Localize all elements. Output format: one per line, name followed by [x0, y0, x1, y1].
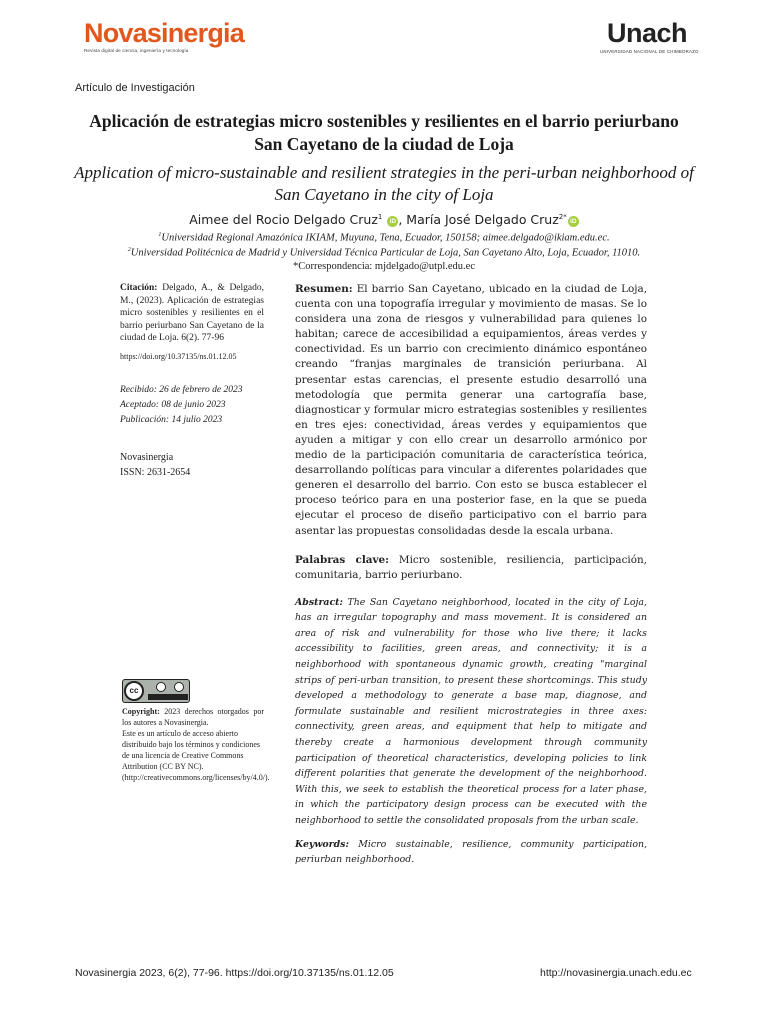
unach-wordmark: Unach	[606, 18, 688, 48]
affiliation-1-text: Universidad Regional Amazónica IKIAM, Muyuna, Tena, Ecuador, 150158; aimee.delgado@ikiam.edu.ec.	[161, 232, 610, 244]
cc-badge-strip	[148, 694, 188, 700]
palabras-clave-text: Micro sostenible, resiliencia, participación, comunitaria, barrio periurbano.	[295, 553, 647, 581]
license-text: Este es un artículo de acceso abierto distribuido bajo los términos y condiciones de una licencia de Creative Commons Attribution (CC BY NC). (http://creativecommons.org/licenses/by/4.0/).	[122, 729, 270, 782]
footer-url-link[interactable]: http://novasinergia.unach.edu.ec	[540, 967, 692, 979]
novasinergia-logo	[84, 20, 264, 56]
abstract-paragraph	[295, 595, 647, 829]
sidebar	[120, 282, 264, 480]
journal-issn: ISSN: 2631-2654	[120, 467, 191, 478]
palabras-clave	[295, 553, 647, 583]
author-2-affil: 2*	[558, 212, 567, 221]
copyright-text: 2023 derechos otorgados por los autores a Novasinergia.	[122, 707, 264, 727]
abstract-label: Abstract:	[295, 596, 343, 608]
affiliation-1-number: 1	[158, 232, 162, 238]
article-type: Artículo de Investigación	[75, 82, 195, 94]
keywords-text: Micro sustainable, resilience, community participation, periurban neighborhood.	[295, 838, 647, 865]
author-1-affil: 1	[377, 212, 383, 221]
orcid-icon[interactable]: iD	[387, 216, 398, 227]
unach-logo	[600, 18, 699, 56]
author-2: María José Delgado Cruz	[406, 212, 559, 227]
accepted-date: Aceptado: 08 de junio 2023	[120, 400, 226, 410]
unach-tagline: UNIVERSIDAD NACIONAL DE CHIMBORAZO	[600, 49, 699, 54]
author-list	[80, 212, 688, 227]
copyright-notice	[122, 706, 264, 728]
footer-citation: Novasinergia 2023, 6(2), 77-96. https://doi.org/10.37135/ns.01.12.05	[75, 967, 394, 979]
nc-icon	[174, 682, 184, 692]
correspondence: *Correspondencia: mjdelgado@utpl.edu.ec	[293, 261, 475, 272]
journal-block	[120, 450, 264, 480]
citation-text: Delgado, A., & Delgado, M., (2023). Aplicación de estrategias micro sostenibles y resilientes en el barrio periurbano San Cayetano de la ciudad de Loja. 6(2). 77-96	[120, 283, 264, 343]
copyright-label: Copyright:	[122, 707, 160, 716]
title-spanish: Aplicación de estrategias micro sostenibles y resilientes en el barrio periurbano San Cayetano de la ciudad de Loja	[89, 111, 679, 154]
dates-block	[120, 383, 264, 428]
affiliation-1	[60, 232, 708, 244]
citation-block	[120, 282, 264, 345]
novasinergia-wordmark: Novasinergia	[84, 18, 244, 48]
citation-doi-link[interactable]: https://doi.org/10.37135/ns.01.12.05	[120, 351, 237, 361]
affiliation-2	[60, 247, 708, 259]
orcid-icon[interactable]: iD	[568, 216, 579, 227]
copyright-block	[122, 706, 270, 783]
citation-label: Citación:	[120, 283, 158, 293]
keywords-label: Keywords:	[295, 838, 349, 850]
abstract-text: The San Cayetano neighborhood, located in the city of Loja, has an irregular topography and mass movement. It is considered an area of risk and vulnerability for those who live there; it lacks accessibility to facilities, green areas, and connectivity; it is a neighborhood with spontaneous dynamic growth, creating "marginal strips of peri-urban transition, to present these shortcomings. This study developed a methodology to generate a base map, diagnose, and formulate sustainable and resilient microstrategies in three axes: connectivity, green areas, and equipment that help to mitigate and thereby create a harmonious development through community participation of theoretical characteristics, developing policies to link different polarities that generate the development of the neighborhood. With this, we seek to establish the theoretical process for a later phase, in which the participatory design process can be executed with the neighborhood to settle the consolidated proposals from the urban scale.	[295, 596, 647, 826]
resumen-paragraph	[295, 282, 647, 539]
keywords-english	[295, 837, 647, 868]
affiliation-2-text: Universidad Politécnica de Madrid y Universidad Técnica Particular de Loja, San Cayetano Alto, Loja, Ecuador, 11010.	[130, 247, 641, 259]
author-1: Aimee del Rocio Delgado Cruz	[189, 212, 378, 227]
creative-commons-badge[interactable]	[122, 679, 192, 703]
received-date: Recibido: 26 de febrero de 2023	[120, 385, 243, 395]
by-icon	[156, 682, 166, 692]
author-separator: ,	[398, 212, 407, 227]
palabras-clave-label: Palabras clave:	[295, 553, 389, 566]
journal-name: Novasinergia	[120, 452, 174, 463]
published-date: Publicación: 14 julio 2023	[120, 415, 223, 425]
resumen-label: Resumen:	[295, 283, 353, 295]
title-english: Application of micro-sustainable and resilient strategies in the peri-urban neighborhood of San Cayetano in the city of Loja	[74, 163, 694, 204]
cc-icon: cc	[124, 681, 144, 701]
main-column	[295, 282, 647, 868]
novasinergia-tagline: Revista digital de ciencia, ingeniería y tecnología	[84, 48, 189, 53]
affiliation-2-number: 2	[127, 247, 131, 253]
resumen-text: El barrio San Cayetano, ubicado en la ciudad de Loja, cuenta con una topografía irregular y movimiento de masas. Se lo considera una zona de riesgos y vulnerabilidad para quienes lo habitan; carece de accesibilidad a equipamientos, áreas verdes y conectividad. Es un barrio con crecimiento dinámico espontáneo creando “franjas marginales de transición periurbana. Al presentar estas carencias, el presente estudio desarrolló una metodología que permita generar una cartografía base, diagnosticar y formular micro estrategias sostenibles y resilientes en tres ejes: conectividad, áreas verdes y equipamientos que ayuden a mitigar y con ello crear un desarrollo armónico por medio de la participación comunitaria de característica teórica, desarrollando políticas para vincular a diferentes polaridades que generen el desarrollo del barrio. Con esto se busca establecer el proceso teórico para en una posterior fase, en la que se pueda ejecutar el proceso de diseño participativo con el barrio para asentar las propuestas consolidadas desde la escala urbana.	[295, 283, 647, 537]
